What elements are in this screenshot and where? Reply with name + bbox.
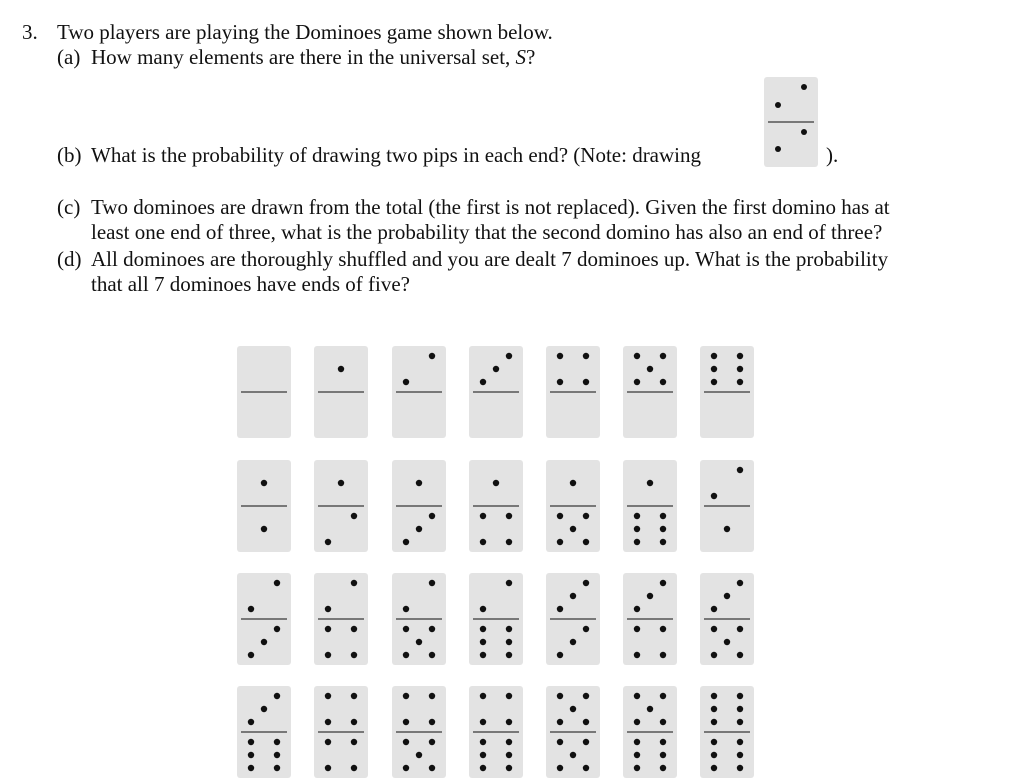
domino-pip xyxy=(261,526,267,532)
domino-tile xyxy=(469,346,523,438)
domino-pip xyxy=(737,467,743,473)
domino-pip xyxy=(506,719,512,725)
domino-pip xyxy=(480,513,486,519)
domino-pip xyxy=(274,739,280,745)
domino-pip xyxy=(583,739,589,745)
domino-pip xyxy=(660,580,666,586)
domino-pip xyxy=(557,513,563,519)
domino-pip xyxy=(737,719,743,725)
domino-pip xyxy=(506,739,512,745)
domino-pip xyxy=(429,626,435,632)
domino-pip xyxy=(480,606,486,612)
domino-pip xyxy=(506,693,512,699)
domino-pip xyxy=(634,752,640,758)
domino-pip xyxy=(583,719,589,725)
domino-pip xyxy=(583,765,589,771)
domino-pip xyxy=(480,693,486,699)
domino-pip xyxy=(660,526,666,532)
domino-pip xyxy=(403,765,409,771)
domino-pip xyxy=(737,765,743,771)
domino-pip xyxy=(351,626,357,632)
domino-pip xyxy=(737,752,743,758)
domino-tile xyxy=(623,460,677,552)
question-number: 3. xyxy=(22,20,38,44)
domino-pip xyxy=(724,593,730,599)
domino-pip xyxy=(274,580,280,586)
domino-pip xyxy=(325,539,331,545)
domino-tile xyxy=(623,686,677,778)
domino-tile xyxy=(314,573,368,665)
part-a-end: ? xyxy=(526,45,536,69)
domino-pip xyxy=(403,652,409,658)
domino-pip xyxy=(261,480,267,486)
domino-pip xyxy=(493,366,499,372)
domino-pip xyxy=(557,719,563,725)
domino-pip xyxy=(737,379,743,385)
domino-pip xyxy=(480,539,486,545)
part-d-line2: that all 7 dominoes have ends of five? xyxy=(91,272,410,296)
domino-pip xyxy=(351,693,357,699)
domino-pip xyxy=(480,639,486,645)
domino-pip xyxy=(351,739,357,745)
domino-pip xyxy=(583,539,589,545)
domino-pip xyxy=(416,480,422,486)
domino-pip xyxy=(634,739,640,745)
domino-tile xyxy=(469,460,523,552)
domino-pip xyxy=(261,639,267,645)
domino-pip xyxy=(325,693,331,699)
domino-pip xyxy=(660,693,666,699)
domino-pip xyxy=(583,580,589,586)
domino-pip xyxy=(724,639,730,645)
domino-tile xyxy=(314,346,368,438)
domino-pip xyxy=(480,626,486,632)
domino-pip xyxy=(737,366,743,372)
domino-tile xyxy=(469,573,523,665)
domino-pip xyxy=(711,606,717,612)
domino-pip xyxy=(429,693,435,699)
domino-pip xyxy=(634,652,640,658)
domino-pip xyxy=(403,606,409,612)
part-a-set-symbol: S xyxy=(515,45,527,69)
domino-pip xyxy=(480,652,486,658)
domino-pip xyxy=(403,379,409,385)
domino-pip xyxy=(506,752,512,758)
domino-pip xyxy=(325,739,331,745)
domino-pip xyxy=(351,580,357,586)
domino-tile xyxy=(237,686,291,778)
domino-pip xyxy=(647,706,653,712)
domino-pip xyxy=(403,739,409,745)
domino-pip xyxy=(325,765,331,771)
domino-tile xyxy=(700,346,754,438)
domino-pip xyxy=(325,606,331,612)
domino-pip xyxy=(506,639,512,645)
domino-pip xyxy=(634,379,640,385)
domino-pip xyxy=(557,652,563,658)
domino-pip xyxy=(660,379,666,385)
domino-pip xyxy=(506,539,512,545)
domino-tile xyxy=(700,460,754,552)
domino-pip xyxy=(737,706,743,712)
domino-pip xyxy=(647,480,653,486)
domino-pip xyxy=(325,626,331,632)
domino-pip xyxy=(634,539,640,545)
domino-pip xyxy=(480,765,486,771)
domino-pip xyxy=(416,526,422,532)
domino-pip xyxy=(660,513,666,519)
domino-tile xyxy=(314,686,368,778)
domino-pip xyxy=(480,752,486,758)
domino-pip xyxy=(557,606,563,612)
domino-pip xyxy=(506,580,512,586)
part-c-line1: Two dominoes are drawn from the total (the first is not replaced). Given the first domino has at xyxy=(91,195,890,219)
domino-pip xyxy=(325,652,331,658)
domino-pip xyxy=(724,526,730,532)
domino-pip xyxy=(261,706,267,712)
domino-pip xyxy=(737,580,743,586)
domino-pip xyxy=(429,652,435,658)
domino-pip xyxy=(480,719,486,725)
domino-pip xyxy=(338,480,344,486)
part-b-end: ). xyxy=(826,143,839,167)
domino-pip xyxy=(634,626,640,632)
domino-pip xyxy=(557,739,563,745)
domino-pip xyxy=(583,379,589,385)
domino-tile xyxy=(623,573,677,665)
domino-tile xyxy=(546,686,600,778)
domino-pip xyxy=(351,652,357,658)
domino-pip xyxy=(583,626,589,632)
domino-pip xyxy=(660,626,666,632)
domino-pip xyxy=(634,353,640,359)
question-intro: Two players are playing the Dominoes game shown below. xyxy=(57,20,553,44)
domino-pip xyxy=(480,739,486,745)
domino-pip xyxy=(429,580,435,586)
domino-pip xyxy=(647,593,653,599)
domino-pip xyxy=(711,626,717,632)
part-a-text: How many elements are there in the universal set, xyxy=(91,45,516,69)
domino-pip xyxy=(583,513,589,519)
domino-pip xyxy=(570,480,576,486)
domino-pip xyxy=(711,739,717,745)
domino-pip xyxy=(557,379,563,385)
domino-pip xyxy=(248,719,254,725)
domino-pip xyxy=(248,606,254,612)
domino-pip xyxy=(570,593,576,599)
domino-pip xyxy=(737,739,743,745)
domino-pip xyxy=(557,353,563,359)
domino-pip xyxy=(737,652,743,658)
domino-pip xyxy=(274,765,280,771)
domino-tile xyxy=(237,460,291,552)
domino-pip xyxy=(351,513,357,519)
domino-tile xyxy=(700,573,754,665)
part-c-line2: least one end of three, what is the probability that the second domino has also an end of three? xyxy=(91,220,883,244)
domino-pip xyxy=(660,765,666,771)
domino-pip xyxy=(416,752,422,758)
domino-pip xyxy=(737,626,743,632)
domino-pip xyxy=(711,379,717,385)
domino-pip xyxy=(493,480,499,486)
example-domino-image xyxy=(764,77,818,167)
domino-pip xyxy=(248,752,254,758)
domino-pip xyxy=(634,606,640,612)
domino-pip xyxy=(660,539,666,545)
domino-pip xyxy=(248,652,254,658)
domino-pip xyxy=(711,765,717,771)
domino-pip xyxy=(429,719,435,725)
domino-pip xyxy=(660,719,666,725)
domino-pip xyxy=(570,639,576,645)
domino-pip xyxy=(429,353,435,359)
domino-pip xyxy=(711,752,717,758)
domino-pip xyxy=(711,706,717,712)
domino-pip xyxy=(403,626,409,632)
domino-tile xyxy=(546,573,600,665)
domino-pip xyxy=(338,366,344,372)
domino-pip xyxy=(711,353,717,359)
domino-pip xyxy=(557,539,563,545)
domino-pip xyxy=(429,765,435,771)
domino-pip xyxy=(634,513,640,519)
domino-pip xyxy=(248,765,254,771)
domino-pip xyxy=(570,752,576,758)
domino-pip xyxy=(711,366,717,372)
domino-tile xyxy=(623,346,677,438)
domino-pip xyxy=(403,719,409,725)
domino-pip xyxy=(557,693,563,699)
domino-tile xyxy=(237,573,291,665)
domino-pip xyxy=(506,513,512,519)
domino-tile xyxy=(546,460,600,552)
domino-pip xyxy=(506,626,512,632)
domino-pip xyxy=(570,526,576,532)
domino-pip xyxy=(737,353,743,359)
domino-tile xyxy=(392,686,446,778)
domino-pip xyxy=(570,706,576,712)
domino-pip xyxy=(660,739,666,745)
domino-pip xyxy=(647,366,653,372)
domino-tile xyxy=(546,346,600,438)
domino-pip xyxy=(274,693,280,699)
domino-tile xyxy=(700,686,754,778)
domino-pip xyxy=(737,693,743,699)
domino-pip xyxy=(480,379,486,385)
domino-tile xyxy=(392,460,446,552)
domino-pip xyxy=(403,693,409,699)
domino-pip xyxy=(583,353,589,359)
domino-tile xyxy=(392,346,446,438)
part-a-label: (a) xyxy=(57,45,81,69)
domino-pip xyxy=(506,353,512,359)
domino-pip xyxy=(429,513,435,519)
domino-pip xyxy=(403,539,409,545)
domino-pip xyxy=(711,719,717,725)
domino-pip xyxy=(634,526,640,532)
domino-pip xyxy=(557,765,563,771)
domino-pip xyxy=(429,739,435,745)
part-d-line1: All dominoes are thoroughly shuffled and you are dealt 7 dominoes up. What is the probability xyxy=(91,247,889,271)
part-b-label: (b) xyxy=(57,143,82,167)
domino-pip xyxy=(416,639,422,645)
domino-pip xyxy=(274,626,280,632)
domino-pip xyxy=(351,719,357,725)
domino-pip xyxy=(506,652,512,658)
domino-pip xyxy=(711,693,717,699)
domino-tile xyxy=(469,686,523,778)
domino-tile xyxy=(237,346,291,438)
part-d-label: (d) xyxy=(57,247,82,271)
domino-pip xyxy=(660,353,666,359)
domino-pip xyxy=(711,652,717,658)
domino-pip xyxy=(583,693,589,699)
domino-pip xyxy=(274,752,280,758)
domino-pip xyxy=(660,752,666,758)
domino-pip xyxy=(351,765,357,771)
domino-tile xyxy=(392,573,446,665)
domino-pip xyxy=(634,693,640,699)
domino-pip xyxy=(711,493,717,499)
domino-pip xyxy=(506,765,512,771)
domino-pip xyxy=(634,719,640,725)
part-c-label: (c) xyxy=(57,195,81,219)
domino-pip xyxy=(325,719,331,725)
domino-tile xyxy=(314,460,368,552)
domino-pip xyxy=(634,765,640,771)
domino-pip xyxy=(660,652,666,658)
domino-pip xyxy=(248,739,254,745)
part-b-text: What is the probability of drawing two pips in each end? (Note: drawing xyxy=(91,143,702,167)
